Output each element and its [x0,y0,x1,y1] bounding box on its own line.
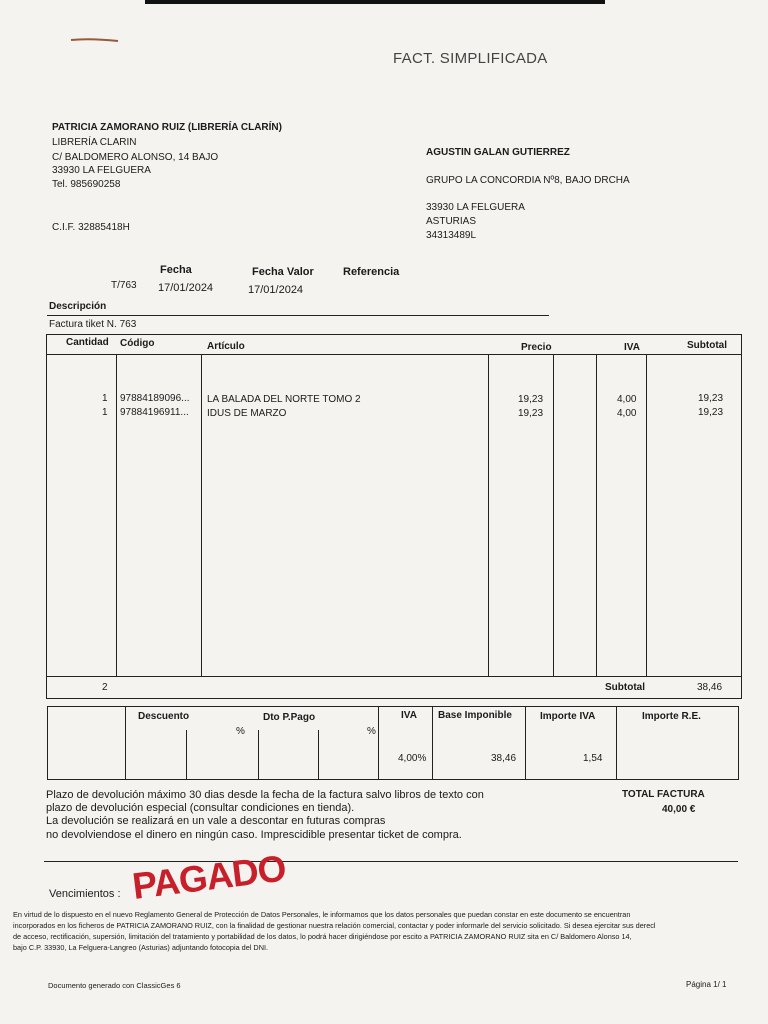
total-value: 40,00 € [662,804,696,815]
dto-pct: % [367,726,376,737]
col-divider-code [116,354,117,676]
invoice-number: T/763 [111,280,137,291]
col-divider-iva-a [596,354,597,676]
legal-line-1: En virtud de lo dispuesto en el nuevo Reglamento General de Protección de Datos Personales, le informamos que los datos personales que puedan constar en este documento se encuentran [13,910,631,919]
tax-tick-1 [186,730,187,779]
table-row-1-codigo: 97884189096... [120,393,190,404]
header-articulo: Artículo [207,341,245,352]
tax-iva-label: IVA [401,710,417,721]
col-divider-price-b [553,354,554,676]
descuento-label: Descuento [138,711,190,722]
client-street: GRUPO LA CONCORDIA Nº8, BAJO DRCHA [426,175,630,186]
table-row-2-articulo: IDUS DE MARZO [207,408,287,419]
table-row-2-subtotal: 19,23 [698,407,724,418]
tax-divider-3 [432,706,433,779]
pen-mark [70,37,120,43]
header-subtotal: Subtotal [687,340,727,351]
col-divider-article [201,354,202,676]
tax-divider-2 [378,706,379,779]
issuer-cif: C.I.F. 32885418H [52,222,130,233]
base-value: 38,46 [491,753,517,764]
dto-label: Dto P.Pago [263,712,316,723]
tax-iva-value: 4,00% [398,753,427,764]
document-title: FACT. SIMPLIFICADA [393,50,548,67]
importe-iva-value: 1,54 [583,753,603,764]
footer-subtotal-label: Subtotal [605,682,645,693]
items-table [46,334,742,699]
scan-top-edge [145,0,605,4]
table-row-1-subtotal: 19,23 [698,393,724,404]
table-row-2-codigo: 97884196911... [120,407,189,418]
footer-count: 2 [102,682,108,693]
descuento-pct: % [236,726,245,737]
note-line-2: plazo de devolución especial (consultar condiciones en tienda). [46,802,355,814]
table-row-1-articulo: LA BALADA DEL NORTE TOMO 2 [207,394,361,405]
tax-divider-4 [525,706,526,779]
note-line-4: no devolviendose el dinero en ningún caso. Imprescidible presentar ticket de compra. [46,829,462,841]
legal-line-4: bajo C.P. 33930, La Felguera-Langreo (Asturias) adjuntando fotocopia del DNI. [13,943,269,952]
fecha-label: Fecha [160,264,192,276]
descripcion-label: Descripción [49,301,107,312]
tax-divider-1 [125,706,126,779]
fecha-valor-label: Fecha Valor [252,266,314,278]
note-line-1: Plazo de devolución máximo 30 dias desde la fecha de la factura salvo libros de texto con [46,789,484,801]
tax-tick-2 [258,730,259,779]
page-number: Página 1/ 1 [686,980,727,989]
client-city: 33930 LA FELGUERA [426,202,525,213]
header-precio: Precio [521,342,552,353]
importe-iva-label: Importe IVA [540,711,596,722]
tax-tick-3 [318,730,319,779]
table-row-2-cantidad: 1 [102,407,108,418]
issuer-city: 33930 LA FELGUERA [52,165,151,176]
paid-stamp [130,847,288,908]
note-line-3: La devolución se realizará en un vale a descontar en futuras compras [46,815,386,827]
table-row-2-iva: 4,00 [617,408,637,419]
table-row-1-iva: 4,00 [617,394,637,405]
issuer-shop: LIBRERÍA CLARIN [52,137,137,148]
legal-line-2: incorporados en los ficheros de PATRICIA ZAMORANO RUIZ, con la finalidad de gestionar nuestra relación comercial, contactar y poder informarle del servicio solicitado. Si desea ejercitar sus derecl [13,921,656,930]
total-label: TOTAL FACTURA [622,789,705,800]
tax-divider-5 [616,706,617,779]
fecha-value: 17/01/2024 [158,282,214,294]
descripcion-value: Factura tiket N. 763 [49,319,137,330]
header-cantidad: Cantidad [66,337,109,348]
footer-subtotal-value: 38,46 [697,682,723,693]
client-region: ASTURIAS [426,216,477,227]
client-name: AGUSTIN GALAN GUTIERREZ [426,147,570,158]
importe-re-label: Importe R.E. [642,711,701,722]
generated-by: Documento generado con ClassicGes 6 [48,981,181,990]
items-footer-rule [46,676,742,677]
fecha-valor-value: 17/01/2024 [248,284,304,296]
issuer-name: PATRICIA ZAMORANO RUIZ (LIBRERÍA CLARÍN) [52,122,282,133]
base-label: Base Imponible [438,710,512,721]
col-divider-iva-b [646,354,647,676]
client-id: 34313489L [426,230,477,241]
svg-text:PAGADO: PAGADO [130,847,288,907]
table-row-1-cantidad: 1 [102,393,108,404]
table-row-2-precio: 19,23 [518,408,544,419]
referencia-label: Referencia [343,266,400,278]
header-iva: IVA [624,342,640,353]
items-header-rule [46,354,742,355]
vencimientos-label: Vencimientos : [49,888,121,900]
issuer-phone: Tel. 985690258 [52,179,121,190]
legal-line-3: de acceso, rectificación, supersión, limitación del tratamiento y portabilidad de los datos, lo podrá hacer dirigiéndose por escito a PATRICIA ZAMORANO RUIZ sita en C/ Baldomero Alonso 14, [13,932,632,941]
col-divider-price-a [488,354,489,676]
table-row-1-precio: 19,23 [518,394,544,405]
header-codigo: Código [120,338,155,349]
descripcion-rule [47,315,549,316]
issuer-street: C/ BALDOMERO ALONSO, 14 BAJO [52,152,219,163]
